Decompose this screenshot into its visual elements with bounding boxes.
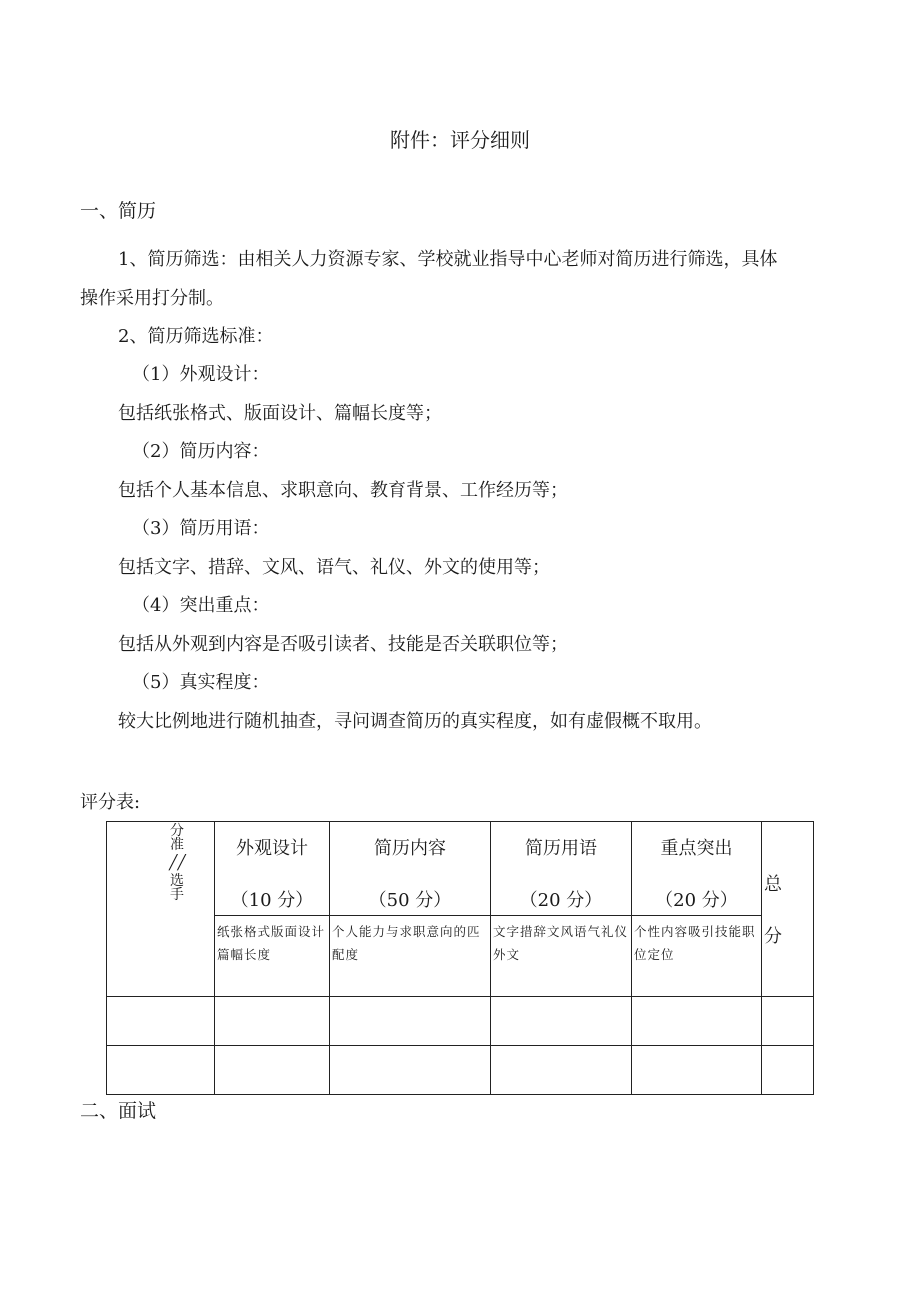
table-cell[interactable]	[762, 1046, 814, 1095]
table-cell[interactable]	[215, 1046, 330, 1095]
criterion-desc: 包括纸张格式、版面设计、篇幅长度等；	[118, 403, 442, 424]
table-cell[interactable]	[330, 997, 491, 1046]
table-cell[interactable]	[330, 1046, 491, 1095]
column-description: 个人能力与求职意向的匹配度	[330, 916, 491, 997]
column-header	[330, 822, 491, 916]
criterion-desc: 包括个人基本信息、求职意向、教育背景、工作经历等；	[118, 480, 568, 501]
criterion-label: （2）简历内容：	[132, 441, 270, 462]
criterion-desc: 较大比例地进行随机抽查，寻问调查简历的真实程度，如有虚假概不取用。	[118, 711, 712, 732]
column-description: 纸张格式版面设计篇幅长度	[215, 916, 330, 997]
table-cell[interactable]	[632, 997, 762, 1046]
column-name: 简历内容	[374, 838, 446, 859]
table-row	[107, 997, 814, 1046]
table-label: 评分表:	[80, 792, 141, 813]
column-header	[491, 822, 632, 916]
column-description: 文字措辞文风语气礼仪外文	[491, 916, 632, 997]
paragraph-screening-line1: 1、简历筛选：由相关人力资源专家、学校就业指导中心老师对简历进行筛选，具体	[118, 249, 778, 270]
column-points: （20 分）	[519, 890, 603, 911]
column-points: （10 分）	[230, 890, 314, 911]
total-header-cell	[762, 822, 814, 997]
criterion-label: （1）外观设计：	[132, 364, 270, 385]
paragraph-criteria-heading: 2、简历筛选标准：	[118, 326, 274, 347]
page-title: 附件：评分细则	[390, 128, 530, 152]
criterion-label: （5）真实程度：	[132, 672, 270, 693]
corner-label: 分准 ╱╱ 选手	[169, 823, 186, 903]
column-description: 个性内容吸引技能职位定位	[632, 916, 762, 997]
table-cell[interactable]	[107, 1046, 215, 1095]
table-cell[interactable]	[107, 997, 215, 1046]
table-cell[interactable]	[491, 1046, 632, 1095]
column-header	[215, 822, 330, 916]
criterion-label: （4）突出重点：	[132, 595, 270, 616]
column-header	[632, 822, 762, 916]
table-cell[interactable]	[491, 997, 632, 1046]
table-cell[interactable]	[762, 997, 814, 1046]
corner-label-bottom: 选手	[170, 873, 184, 903]
paragraph-screening-line2: 操作采用打分制。	[80, 288, 224, 309]
criterion-label: （3）简历用语：	[132, 518, 270, 539]
column-name: 外观设计	[236, 838, 308, 859]
column-name: 重点突出	[660, 838, 733, 859]
corner-label-top: 分准	[170, 823, 184, 853]
column-points: （50 分）	[368, 890, 452, 911]
criterion-desc: 包括从外观到内容是否吸引读者、技能是否关联职位等；	[118, 634, 568, 655]
total-label-top: 总	[764, 874, 782, 895]
section-heading-interview: 二、面试	[80, 1100, 157, 1122]
column-points: （20 分）	[655, 890, 738, 911]
corner-header-cell	[107, 822, 215, 997]
total-label-bottom: 分	[764, 926, 782, 947]
table-cell[interactable]	[215, 997, 330, 1046]
score-table	[106, 821, 814, 1095]
table-cell[interactable]	[632, 1046, 762, 1095]
diagonal-lines	[107, 822, 215, 992]
section-heading-resume: 一、简历	[80, 200, 157, 222]
table-row	[107, 1046, 814, 1095]
column-name: 简历用语	[525, 838, 597, 859]
criterion-desc: 包括文字、措辞、文风、语气、礼仪、外文的使用等；	[118, 557, 550, 578]
